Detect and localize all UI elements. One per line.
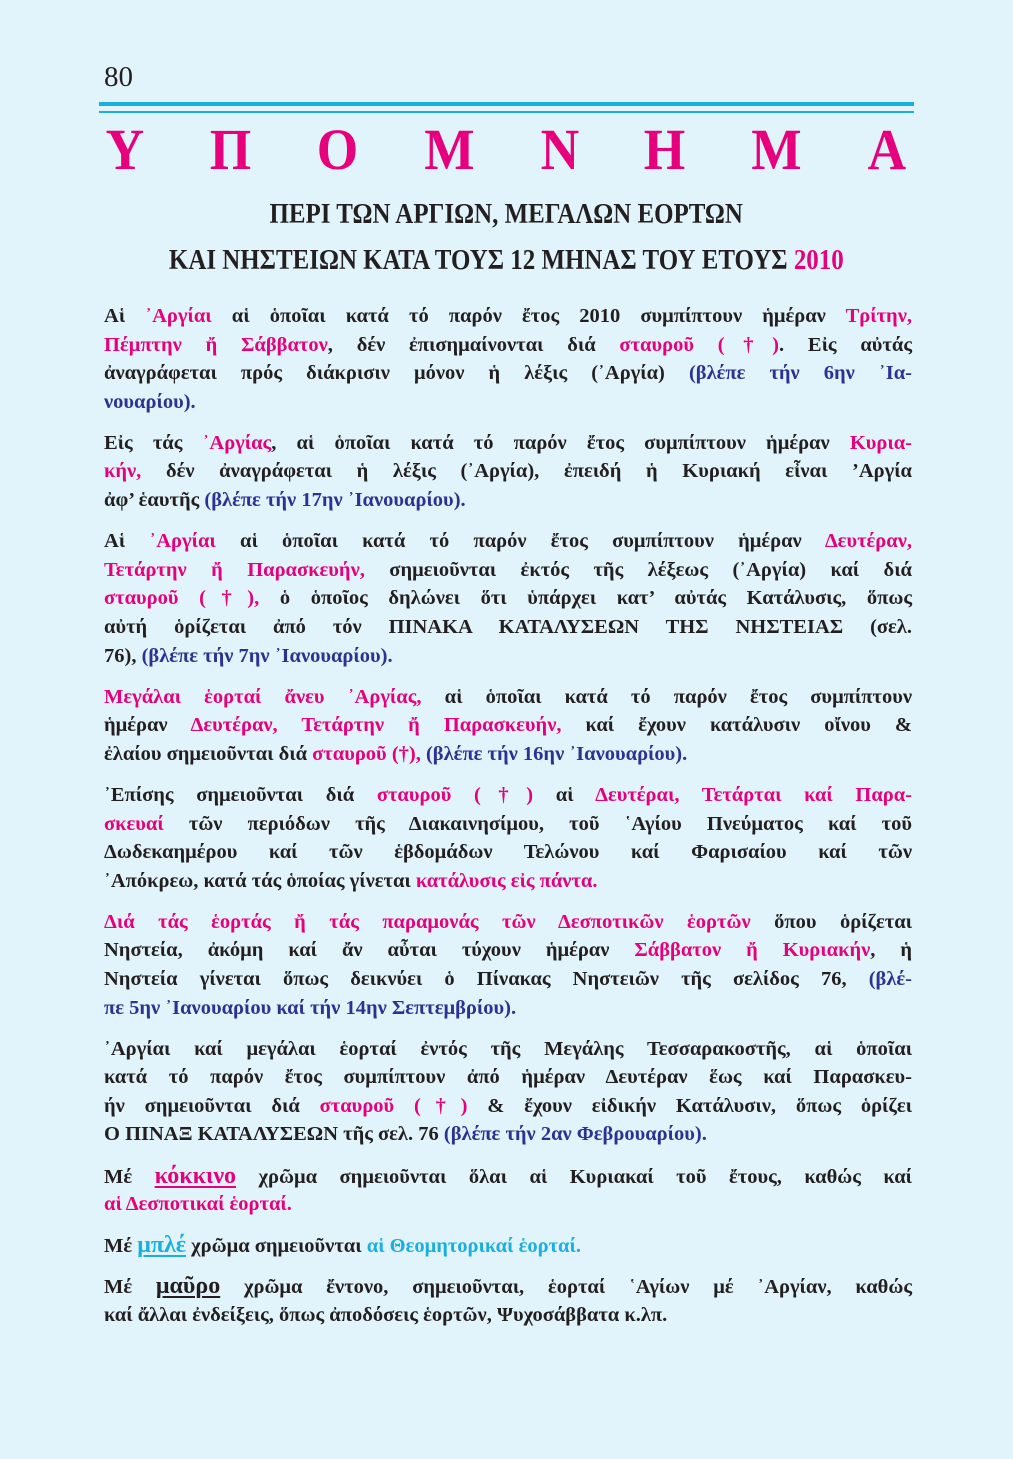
legend-paragraph <box>104 429 912 515</box>
text-segment: & ἔχουν εἰδικήν Κατάλυσιν, ὅπως ὁρίζει <box>467 1094 912 1117</box>
text-line <box>104 994 912 1023</box>
subtitle-line-2-wrap <box>169 244 844 276</box>
text-segment: Μέ <box>104 1276 156 1299</box>
title-letter: Μ <box>751 117 802 182</box>
text-segment: . Εἰς αὐτάς <box>778 333 912 356</box>
text-segment: ἀναγράφεται πρός διάκρισιν μόνον ἡ λέξις (᾿Αργία) <box>104 362 689 385</box>
text-segment: ἡμέραν <box>104 714 191 737</box>
text-segment: Αἱ <box>104 305 146 327</box>
text-line <box>104 1272 912 1301</box>
text-segment: Τρίτην, <box>845 305 912 327</box>
text-line <box>104 613 912 642</box>
text-segment: αἱ ὁποῖαι κατά τό παρόν ἔτος συμπίπτουν <box>421 685 913 708</box>
text-segment: Αἱ <box>104 530 150 553</box>
title-letter: Ν <box>540 117 579 182</box>
subtitle-year: 2010 <box>793 244 844 276</box>
text-segment: (βλέπε τήν 16ην ᾿Ιανουαρίου). <box>420 742 688 765</box>
text-line <box>104 584 912 613</box>
text-segment: ὁ ὁποῖος δηλώνει ὅτι ὑπάρχει κατ’ αὐτάς Κατάλυσις, ὅπως <box>259 587 913 610</box>
legend-paragraph <box>104 1162 912 1219</box>
text-segment: Δευτέραι, Τετάρται καί Παρα- <box>595 783 912 806</box>
text-segment: σταυροῦ (†) <box>319 1094 468 1117</box>
text-segment: (βλέπε τήν 6ην ᾿Ια- <box>688 362 912 385</box>
text-segment: σταυροῦ (†), <box>104 587 260 610</box>
subtitle-line-1 <box>104 198 908 230</box>
color-sample: κόκκινο <box>154 1162 237 1189</box>
text-line <box>104 683 912 712</box>
text-line <box>104 388 912 417</box>
text-segment: Εἰς τάς <box>104 431 203 454</box>
text-segment: σταυροῦ (†) <box>376 783 534 806</box>
text-segment: (βλέπε τήν 17ην ᾿Ιανουαρίου). <box>204 489 466 512</box>
title-letter: Υ <box>105 117 145 182</box>
text-line <box>104 965 912 994</box>
legend-paragraph <box>104 527 912 670</box>
text-segment: σκευαί <box>104 812 164 835</box>
text-line <box>104 1063 912 1092</box>
color-sample: μαῦρο <box>155 1273 221 1300</box>
text-segment: νουαρίου). <box>104 390 196 413</box>
text-segment: ἀφ’ ἑαυτῆς <box>104 489 205 512</box>
text-segment: δέν ἀναγράφεται ἡ λέξις (᾿Αργία), ἐπειδή ἡ Κυριακή εἶναι ’Αργία <box>141 460 912 483</box>
legend-paragraph <box>104 908 912 1022</box>
text-segment: (βλέπε τήν 7ην ᾿Ιανουαρίου). <box>141 644 393 667</box>
title-letter: Α <box>867 117 907 182</box>
text-segment: ᾿Επίσης σημειοῦνται διά <box>104 783 377 806</box>
text-segment: (βλέπε τήν 2αν Φεβρουαρίου). <box>443 1123 707 1146</box>
text-line <box>104 1190 912 1219</box>
text-segment: χρῶμα σημειοῦνται <box>186 1235 367 1258</box>
text-line <box>104 359 912 388</box>
text-segment: ὅπου ὁρίζεται <box>750 910 913 933</box>
text-segment: Δευτέραν, <box>824 530 912 553</box>
text-segment: Ο ΠΙΝΑΞ ΚΑΤΑΛΥΣΕΩΝ τῆς σελ. 76 <box>104 1123 444 1146</box>
legend-paragraph <box>104 1231 912 1260</box>
text-segment: ᾿Αργίαι <box>145 305 212 327</box>
title-letter: Η <box>644 117 686 182</box>
text-segment: Πέμπτην ἤ Σάββατον <box>104 333 328 356</box>
text-line <box>104 838 912 867</box>
text-segment: Νηστεία, ἀκόμη καί ἄν αὖται τύχουν ἡμέραν <box>104 939 635 962</box>
text-segment: , ἡ <box>870 939 912 962</box>
text-line <box>104 936 912 965</box>
text-line <box>104 781 912 810</box>
legend-paragraph <box>104 683 912 769</box>
text-line <box>104 556 912 585</box>
text-segment: χρῶμα ἔντονο, σημειοῦνται, ἑορταί ῾Αγίων μέ ᾿Αργίαν, καθώς <box>220 1276 912 1299</box>
text-segment: Κυρια- <box>849 431 913 454</box>
text-segment: Νηστεία γίνεται ὅπως δεικνύει ὁ Πίνακας Νηστειῶν τῆς σελίδος 76, <box>104 967 869 990</box>
text-line <box>104 1035 912 1064</box>
subtitle-line-2-text: ΚΑΙ ΝΗΣΤΕΙΩΝ ΚΑΤΑ ΤΟΥΣ 12 ΜΗΝΑΣ ΤΟΥ ΕΤΟΥΣ <box>168 244 788 276</box>
legend-body <box>104 302 912 1342</box>
legend-paragraph <box>104 781 912 895</box>
text-line <box>104 429 912 458</box>
text-line <box>104 1092 912 1121</box>
text-segment: , αἱ ὁποῖαι κατά τό παρόν ἔτος συμπίπτουν ἡμέραν <box>271 431 850 454</box>
header-rule-thick <box>99 102 914 106</box>
text-line <box>104 740 912 769</box>
subtitle-line-2 <box>104 244 908 276</box>
text-line <box>104 331 912 360</box>
title-letter: Ο <box>316 117 359 182</box>
legend-paragraph <box>104 1272 912 1329</box>
text-segment: ᾿Αργίαι <box>149 530 216 553</box>
text-segment: αἱ Θεομητορικαί ἑορταί. <box>366 1235 581 1258</box>
text-segment: Σάββατον ἤ Κυριακήν <box>634 939 871 962</box>
text-segment: κήν, <box>104 460 142 483</box>
text-line <box>104 1231 912 1260</box>
text-segment: Δωδεκαημέρου καί τῶν ἑβδομάδων Τελώνου καί Φαρισαίου καί τῶν <box>104 841 912 864</box>
text-segment: Μεγάλαι ἑορταί ἄνευ ᾿Αργίας, <box>104 685 422 708</box>
text-line <box>104 1120 912 1149</box>
text-segment: Δευτέραν, Τετάρτην ἤ Παρασκευήν, <box>190 714 562 737</box>
text-segment: τῶν περιόδων τῆς Διακαινησίμου, τοῦ ῾Αγίου Πνεύματος καί τοῦ <box>163 812 912 835</box>
text-line <box>104 810 912 839</box>
legend-paragraph <box>104 1035 912 1149</box>
page-number: 80 <box>104 61 133 93</box>
text-segment: ἐλαίου σημειοῦνται διά <box>104 742 313 765</box>
text-segment: Τετάρτην ἤ Παρασκευήν, <box>104 558 365 581</box>
text-segment: ᾿Αργίας <box>202 431 272 454</box>
text-line <box>104 486 912 515</box>
text-line <box>104 711 912 740</box>
text-segment: πε 5ην ᾿Ιανουαρίου καί τήν 14ην Σεπτεμβρίου). <box>104 996 517 1019</box>
text-line <box>104 1301 912 1330</box>
text-line <box>104 457 912 486</box>
text-segment: Διά τάς ἑορτάς ἤ τάς παραμονάς τῶν Δεσποτικῶν ἑορτῶν <box>104 910 751 933</box>
text-line <box>104 527 912 556</box>
text-segment: αἱ ὁποῖαι κατά τό παρόν ἔτος 2010 συμπίπτουν ἡμέραν <box>211 305 846 327</box>
text-segment: ᾿Απόκρεω, κατά τάς ὁποίας γίνεται <box>104 869 416 892</box>
text-segment: Μέ <box>104 1165 155 1188</box>
text-segment: κατά τό παρόν ἔτος συμπίπτουν ἀπό ἡμέραν Δευτέραν ἕως καί Παρασκευ- <box>104 1066 912 1089</box>
text-segment: , δέν ἐπισημαίνονται διά <box>327 333 620 356</box>
text-segment: ᾿Αργίαι καί μεγάλαι ἑορταί ἐντός τῆς Μεγάλης Τεσσαρακοστῆς, αἱ ὁποῖαι <box>104 1037 912 1060</box>
text-segment: ήν σημειοῦνται διά <box>104 1094 320 1117</box>
text-line <box>104 642 912 671</box>
subtitle-line-1-text: ΠΕΡΙ ΤΩΝ ΑΡΓΙΩΝ, ΜΕΓΑΛΩΝ ΕΟΡΤΩΝ <box>269 198 743 230</box>
title-letter: Μ <box>424 117 475 182</box>
text-line <box>104 1162 912 1191</box>
text-segment: αἱ Δεσποτικαί ἑορταί. <box>104 1193 292 1216</box>
text-segment: (βλέ- <box>868 967 912 990</box>
text-segment: αἱ <box>533 783 596 806</box>
text-line <box>104 302 912 331</box>
color-sample: μπλέ <box>137 1232 187 1259</box>
text-segment: 76), <box>104 644 142 667</box>
text-segment: αἱ ὁποῖαι κατά τό παρόν ἔτος συμπίπτουν ἡμέραν <box>215 530 825 553</box>
text-segment: σταυροῦ (†) <box>619 333 779 356</box>
legend-paragraph <box>104 302 912 416</box>
text-segment: Μέ <box>104 1235 138 1258</box>
text-segment: καί ἄλλαι ἐνδείξεις, ὅπως ἀποδόσεις ἑορτῶν, Ψυχοσάββατα κ.λπ. <box>104 1303 668 1326</box>
text-line <box>104 908 912 937</box>
text-segment: σταυροῦ (†), <box>312 742 421 765</box>
header-rule-thin <box>99 111 914 113</box>
page-title <box>104 117 908 182</box>
text-segment: κατάλυσις εἰς πάντα. <box>415 869 598 892</box>
text-line <box>104 867 912 896</box>
text-segment: καί ἔχουν κατάλυσιν οἴνου & <box>561 714 913 737</box>
title-letter: Π <box>209 117 252 182</box>
text-segment: σημειοῦνται ἐκτός τῆς λέξεως (᾿Αργία) καί διά <box>364 558 912 581</box>
text-segment: χρῶμα σημειοῦνται ὅλαι αἱ Κυριακαί τοῦ ἔτους, καθώς καί <box>236 1165 912 1188</box>
text-segment: αὐτή ὁρίζεται ἀπό τόν ΠΙΝΑΚΑ ΚΑΤΑΛΥΣΕΩΝ ΤΗΣ ΝΗΣΤΕΙΑΣ (σελ. <box>104 615 912 638</box>
